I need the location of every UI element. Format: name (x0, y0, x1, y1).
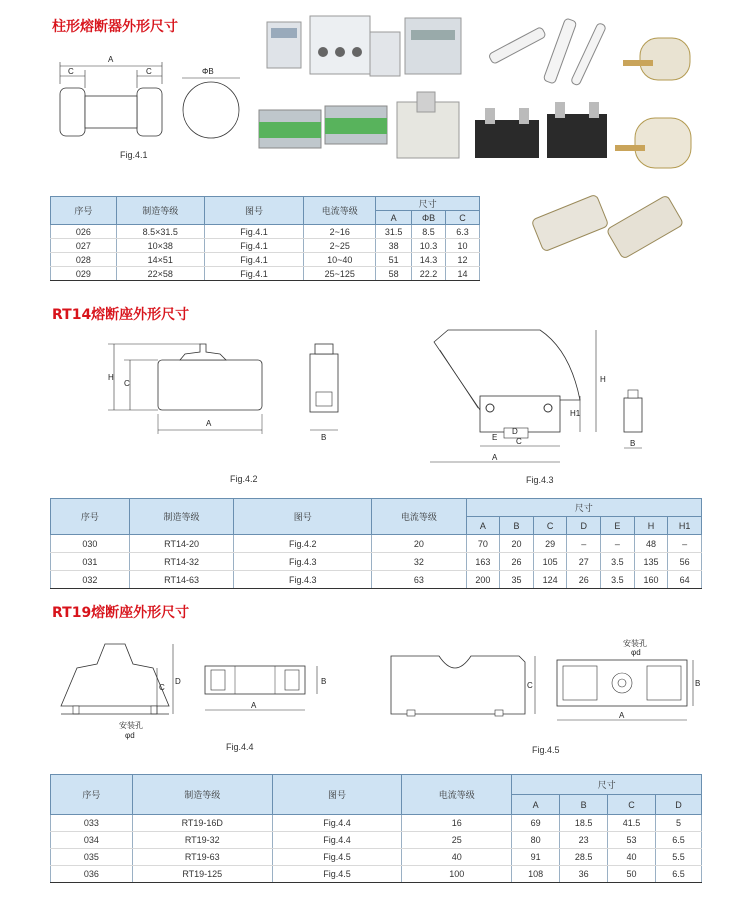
dim-label-c: C (527, 681, 533, 690)
table-cell: 64 (668, 571, 702, 589)
table-row (51, 815, 702, 832)
table-row (51, 535, 702, 553)
col-header-no: 序号 (51, 197, 117, 225)
fig-4-2-label: Fig.4.2 (230, 474, 258, 484)
dim-label-h: H (108, 373, 114, 382)
table-cell: 29 (533, 535, 567, 553)
table-row (51, 239, 480, 253)
dim-label-b: B (321, 677, 327, 686)
fig-4-5-label: Fig.4.5 (532, 745, 560, 755)
table-rt14 (50, 498, 702, 589)
table-cell: RT14-20 (129, 535, 234, 553)
table-cell: 5 (656, 815, 702, 832)
table-cell: 25~125 (304, 267, 376, 281)
fig-4-1-label: Fig.4.1 (120, 150, 148, 160)
table-cell: 63 (372, 571, 466, 589)
col-header-no: 序号 (51, 499, 130, 535)
table-cell: 14.3 (412, 253, 446, 267)
table-cell: 26 (500, 553, 534, 571)
table-cell: 027 (51, 239, 117, 253)
table-cell: Fig.4.3 (234, 571, 372, 589)
mount-hole-label: 安装孔 (623, 639, 647, 648)
table-cell: – (668, 535, 702, 553)
dim-col-header: H (634, 517, 668, 535)
table-body (51, 535, 702, 589)
table-cell: 22.2 (412, 267, 446, 281)
table-cell: 91 (512, 849, 560, 866)
dim-label-b: B (630, 439, 636, 448)
table-cell: 18.5 (560, 815, 608, 832)
section3-title: RT19熔断座外形尺寸 (52, 605, 190, 621)
table-cell: 31.5 (376, 225, 412, 239)
table-cell: 27 (567, 553, 601, 571)
dim-label-e: E (492, 433, 498, 442)
table-cell: 10 (446, 239, 480, 253)
table-cell: 032 (51, 571, 130, 589)
table-row (51, 553, 702, 571)
table-cell: 51 (376, 253, 412, 267)
table-cell: 50 (608, 866, 656, 883)
mount-hole-label: 安装孔 (119, 721, 143, 730)
table-cell: 033 (51, 815, 133, 832)
table-row (51, 225, 480, 239)
dim-label-b: B (695, 679, 701, 688)
dim-label-b: B (321, 433, 327, 442)
dim-label-c: C (516, 437, 522, 446)
table-cell: 41.5 (608, 815, 656, 832)
dim-label-c2: C (146, 67, 152, 76)
table-cell: 160 (634, 571, 668, 589)
table-cell: 70 (466, 535, 500, 553)
col-header-grade: 制造等级 (129, 499, 234, 535)
green-fuse-holder-photos (259, 106, 387, 148)
table-cell: RT19-32 (132, 832, 272, 849)
dim-label-d: D (175, 677, 181, 686)
table-cell: 20 (372, 535, 466, 553)
table-cell: 35 (500, 571, 534, 589)
fuse-holder-photo-1 (267, 22, 301, 68)
table-cell: 200 (466, 571, 500, 589)
fuse-holder-photo-3 (370, 32, 400, 76)
dim-col-header: C (608, 795, 656, 815)
table-cell: Fig.4.4 (272, 815, 402, 832)
dim-col-header: B (500, 517, 534, 535)
table-cell: 80 (512, 832, 560, 849)
table-cell: 036 (51, 866, 133, 883)
col-header-grade: 制造等级 (116, 197, 204, 225)
table-cell: 6.5 (656, 832, 702, 849)
table-cell: RT19-63 (132, 849, 272, 866)
table-cell: 6.5 (656, 866, 702, 883)
dim-label-c1: C (68, 67, 74, 76)
table-cell: Fig.4.5 (272, 866, 402, 883)
section2-title: RT14熔断座外形尺寸 (52, 307, 190, 323)
table-cell: 105 (533, 553, 567, 571)
table-cell: Fig.4.5 (272, 849, 402, 866)
table-cell: 23 (560, 832, 608, 849)
table-row (51, 571, 702, 589)
dim-label-phib: ΦB (202, 67, 214, 76)
table-cell: 035 (51, 849, 133, 866)
dim-col-header: A (376, 211, 412, 225)
table-cell: Fig.4.1 (204, 225, 304, 239)
table-cell: 2~16 (304, 225, 376, 239)
fuse-holder-photo-4 (405, 18, 461, 74)
table-row (51, 253, 480, 267)
table-cell: 48 (634, 535, 668, 553)
table-cylindrical-fuse (50, 196, 480, 281)
rt14-32-63-drawing (420, 320, 660, 470)
dim-label-a: A (206, 419, 212, 428)
dim-col-header: D (567, 517, 601, 535)
col-header-dims: 尺寸 (466, 499, 701, 517)
rt19-32-drawing (55, 630, 345, 740)
table-cell: Fig.4.1 (204, 253, 304, 267)
dim-col-header: H1 (668, 517, 702, 535)
table-cell: 22×58 (116, 267, 204, 281)
col-header-fig: 图号 (272, 775, 402, 815)
table-cell: 56 (668, 553, 702, 571)
table-cell: Fig.4.1 (204, 239, 304, 253)
dim-label-d: D (512, 427, 518, 436)
table-cell: 40 (608, 849, 656, 866)
dim-col-header: A (466, 517, 500, 535)
table-cell: RT14-32 (129, 553, 234, 571)
table-cell: 14×51 (116, 253, 204, 267)
table-cell: 3.5 (601, 553, 635, 571)
table-cell: 8.5 (412, 225, 446, 239)
table-cell: 53 (608, 832, 656, 849)
dim-col-header: C (533, 517, 567, 535)
table-cell: 6.3 (446, 225, 480, 239)
dim-col-header: A (512, 795, 560, 815)
table-cell: RT19-16D (132, 815, 272, 832)
bolted-fuse-photos (615, 38, 691, 168)
table-cell: 28.5 (560, 849, 608, 866)
dim-col-header: C (446, 211, 480, 225)
table-cell: 32 (372, 553, 466, 571)
table-cell: 108 (512, 866, 560, 883)
table-cell: – (601, 535, 635, 553)
table-cell: 030 (51, 535, 130, 553)
table-cell: 124 (533, 571, 567, 589)
table-cell: 163 (466, 553, 500, 571)
table-cell: 69 (512, 815, 560, 832)
table-cell: 028 (51, 253, 117, 267)
dim-label-a: A (492, 453, 498, 462)
table-cell: 3.5 (601, 571, 635, 589)
table-row (51, 267, 480, 281)
table-rt19 (50, 774, 702, 883)
dim-col-header: ΦB (412, 211, 446, 225)
table-row (51, 849, 702, 866)
table-body (51, 225, 480, 281)
dim-label-phid: φd (631, 648, 641, 657)
col-header-fig: 图号 (204, 197, 304, 225)
table-cell: 034 (51, 832, 133, 849)
ceramic-holder-photo (397, 92, 459, 158)
col-header-dims: 尺寸 (376, 197, 480, 211)
col-header-fig: 图号 (234, 499, 372, 535)
table-cell: 20 (500, 535, 534, 553)
col-header-current: 电流等级 (402, 775, 512, 815)
rt19-63-125-drawing (385, 630, 705, 740)
fuse-holder-photo-2 (310, 16, 370, 74)
table-cell: 10.3 (412, 239, 446, 253)
table-cell: Fig.4.4 (272, 832, 402, 849)
dim-label-phid: φd (125, 731, 135, 740)
col-header-dims: 尺寸 (512, 775, 702, 795)
table-cell: Fig.4.2 (234, 535, 372, 553)
col-header-no: 序号 (51, 775, 133, 815)
table-cell: 029 (51, 267, 117, 281)
dim-col-header: B (560, 795, 608, 815)
table-cell: RT14-63 (129, 571, 234, 589)
table-row (51, 866, 702, 883)
table-cell: 10×38 (116, 239, 204, 253)
table-cell: 58 (376, 267, 412, 281)
col-header-current: 电流等级 (304, 197, 376, 225)
table-cell: 2~25 (304, 239, 376, 253)
table-cell: 135 (634, 553, 668, 571)
dim-label-h: H (600, 375, 606, 384)
table-cell: 14 (446, 267, 480, 281)
cylindrical-fuse-photos (488, 18, 606, 86)
table-cell: 25 (402, 832, 512, 849)
table-cell: 16 (402, 815, 512, 832)
col-header-current: 电流等级 (372, 499, 466, 535)
dim-label-c: C (124, 379, 130, 388)
table-cell: 100 (402, 866, 512, 883)
table-cell: 12 (446, 253, 480, 267)
table-body (51, 815, 702, 883)
fig-4-4-label: Fig.4.4 (226, 742, 254, 752)
cylindrical-fuse-drawing (50, 48, 250, 158)
rt14-20-drawing (100, 330, 370, 450)
dim-col-header: E (601, 517, 635, 535)
table-cell: 10~40 (304, 253, 376, 267)
table-row (51, 832, 702, 849)
table-cell: 26 (567, 571, 601, 589)
col-header-grade: 制造等级 (132, 775, 272, 815)
table-cell: 36 (560, 866, 608, 883)
table-cell: – (567, 535, 601, 553)
table-cell: Fig.4.1 (204, 267, 304, 281)
nh-fuse-photos (531, 194, 684, 259)
dim-label-a: A (108, 55, 114, 64)
table-cell: 5.5 (656, 849, 702, 866)
dim-label-a: A (251, 701, 257, 710)
table-cell: 8.5×31.5 (116, 225, 204, 239)
table-cell: Fig.4.3 (234, 553, 372, 571)
table-cell: 031 (51, 553, 130, 571)
section1-title: 柱形熔断器外形尺寸 (52, 19, 178, 35)
dim-label-c: C (159, 683, 165, 692)
black-base-photos (475, 102, 607, 158)
dim-label-h1: H1 (570, 409, 581, 418)
table-cell: RT19-125 (132, 866, 272, 883)
table-cell: 38 (376, 239, 412, 253)
dim-label-a: A (619, 711, 625, 720)
table-cell: 40 (402, 849, 512, 866)
dim-col-header: D (656, 795, 702, 815)
table-cell: 026 (51, 225, 117, 239)
fig-4-3-label: Fig.4.3 (526, 475, 554, 485)
